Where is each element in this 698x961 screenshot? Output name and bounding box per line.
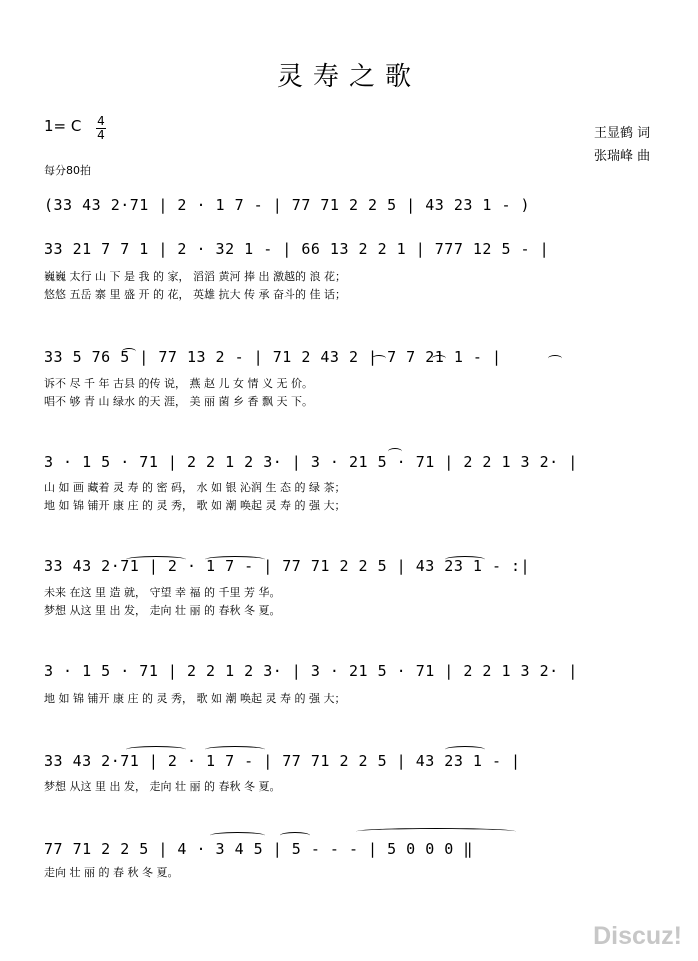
lyricist-credit: 王显鹤 词: [594, 126, 651, 141]
tie-mark: [280, 832, 310, 839]
time-signature-bottom: 4: [97, 128, 105, 142]
slur-mark: [372, 355, 386, 362]
tie-mark: [126, 556, 186, 563]
intro-notes: (33 43 2·71 | 2 · 1 7 - | 77 71 2 2 5 | 43 23 1 - ): [44, 196, 531, 214]
system-1-notes: 33 21 7 7 1 | 2 · 32 1 - | 66 13 2 2 1 | 777 12 5 - |: [44, 240, 550, 258]
system-4-notes: 33 43 2·71 | 2 · 1 7 - | 77 71 2 2 5 | 43 23 1 - :|: [44, 557, 531, 575]
system-1-lyric-2: 悠悠 五岳 寨 里 盛 开 的 花， 英雄 抗大 传 承 奋斗的 佳 话；: [44, 288, 346, 301]
tie-mark: [445, 746, 485, 753]
system-3-lyric-2: 地 如 锦 铺开 康 庄 的 灵 秀， 歌 如 潮 唤起 灵 寿 的 强 大；: [44, 499, 346, 512]
system-2-lyric-2: 唱不 够 青 山 绿水 的天 涯， 美 丽 菌 乡 香 飘 天 下。: [44, 395, 313, 408]
slur-mark: [388, 448, 402, 455]
slur-mark: [432, 355, 446, 362]
slur-mark: [548, 355, 562, 362]
system-4-lyric-1: 未来 在这 里 造 就， 守望 幸 福 的 千里 芳 华。: [44, 586, 281, 599]
tie-mark: [210, 832, 265, 839]
system-7-lyric-1: 走向 壮 丽 的 春 秋 冬 夏。: [44, 866, 179, 879]
system-2-lyric-1: 诉不 尽 千 年 古县 的传 说， 燕 赵 儿 女 情 义 无 价。: [44, 377, 313, 390]
tempo-marking: 每分80拍: [44, 164, 91, 177]
system-6-notes: 33 43 2·71 | 2 · 1 7 - | 77 71 2 2 5 | 43 23 1 - |: [44, 752, 521, 770]
tie-mark: [356, 828, 516, 835]
tie-mark: [126, 746, 186, 753]
system-4-lyric-2: 梦想 从这 里 出 发， 走向 壮 丽 的 春秋 冬 夏。: [44, 604, 281, 617]
composer-credit: 张瑞峰 曲: [594, 149, 651, 164]
song-title: 灵寿之歌: [276, 62, 421, 92]
system-7-notes: 77 71 2 2 5 | 4 · 3 4 5 | 5 - - - | 5 0 0 0 ‖: [44, 840, 473, 858]
system-3-lyric-1: 山 如 画 藏着 灵 寿 的 密 码， 水 如 银 沁润 生 态 的 绿 茶；: [44, 481, 346, 494]
system-3-notes: 3 · 1 5 · 71 | 2 2 1 2 3· | 3 · 21 5 · 71 | 2 2 1 3 2· |: [44, 453, 578, 471]
system-2-notes: 33 5 76 5 | 77 13 2 - | 71 2 43 2 | 7 7 21 1 - |: [44, 348, 502, 366]
watermark: Discuz!: [593, 922, 682, 950]
key-signature: 1= C: [44, 117, 82, 135]
tie-mark: [445, 556, 485, 563]
system-1-lyric-1: 巍巍 太行 山 下 是 我 的 家， 滔滔 黄河 捧 出 激越的 浪 花；: [44, 270, 346, 283]
time-signature-top: 4: [97, 114, 105, 128]
system-5-lyric-1: 地 如 锦 铺开 康 庄 的 灵 秀， 歌 如 潮 唤起 灵 寿 的 强 大；: [44, 692, 346, 705]
tie-mark: [205, 556, 265, 563]
slur-mark: [122, 348, 136, 355]
system-5-notes: 3 · 1 5 · 71 | 2 2 1 2 3· | 3 · 21 5 · 71 | 2 2 1 3 2· |: [44, 662, 578, 680]
system-6-lyric-1: 梦想 从这 里 出 发， 走向 壮 丽 的 春秋 冬 夏。: [44, 780, 281, 793]
tie-mark: [205, 746, 265, 753]
time-signature: [96, 116, 106, 141]
